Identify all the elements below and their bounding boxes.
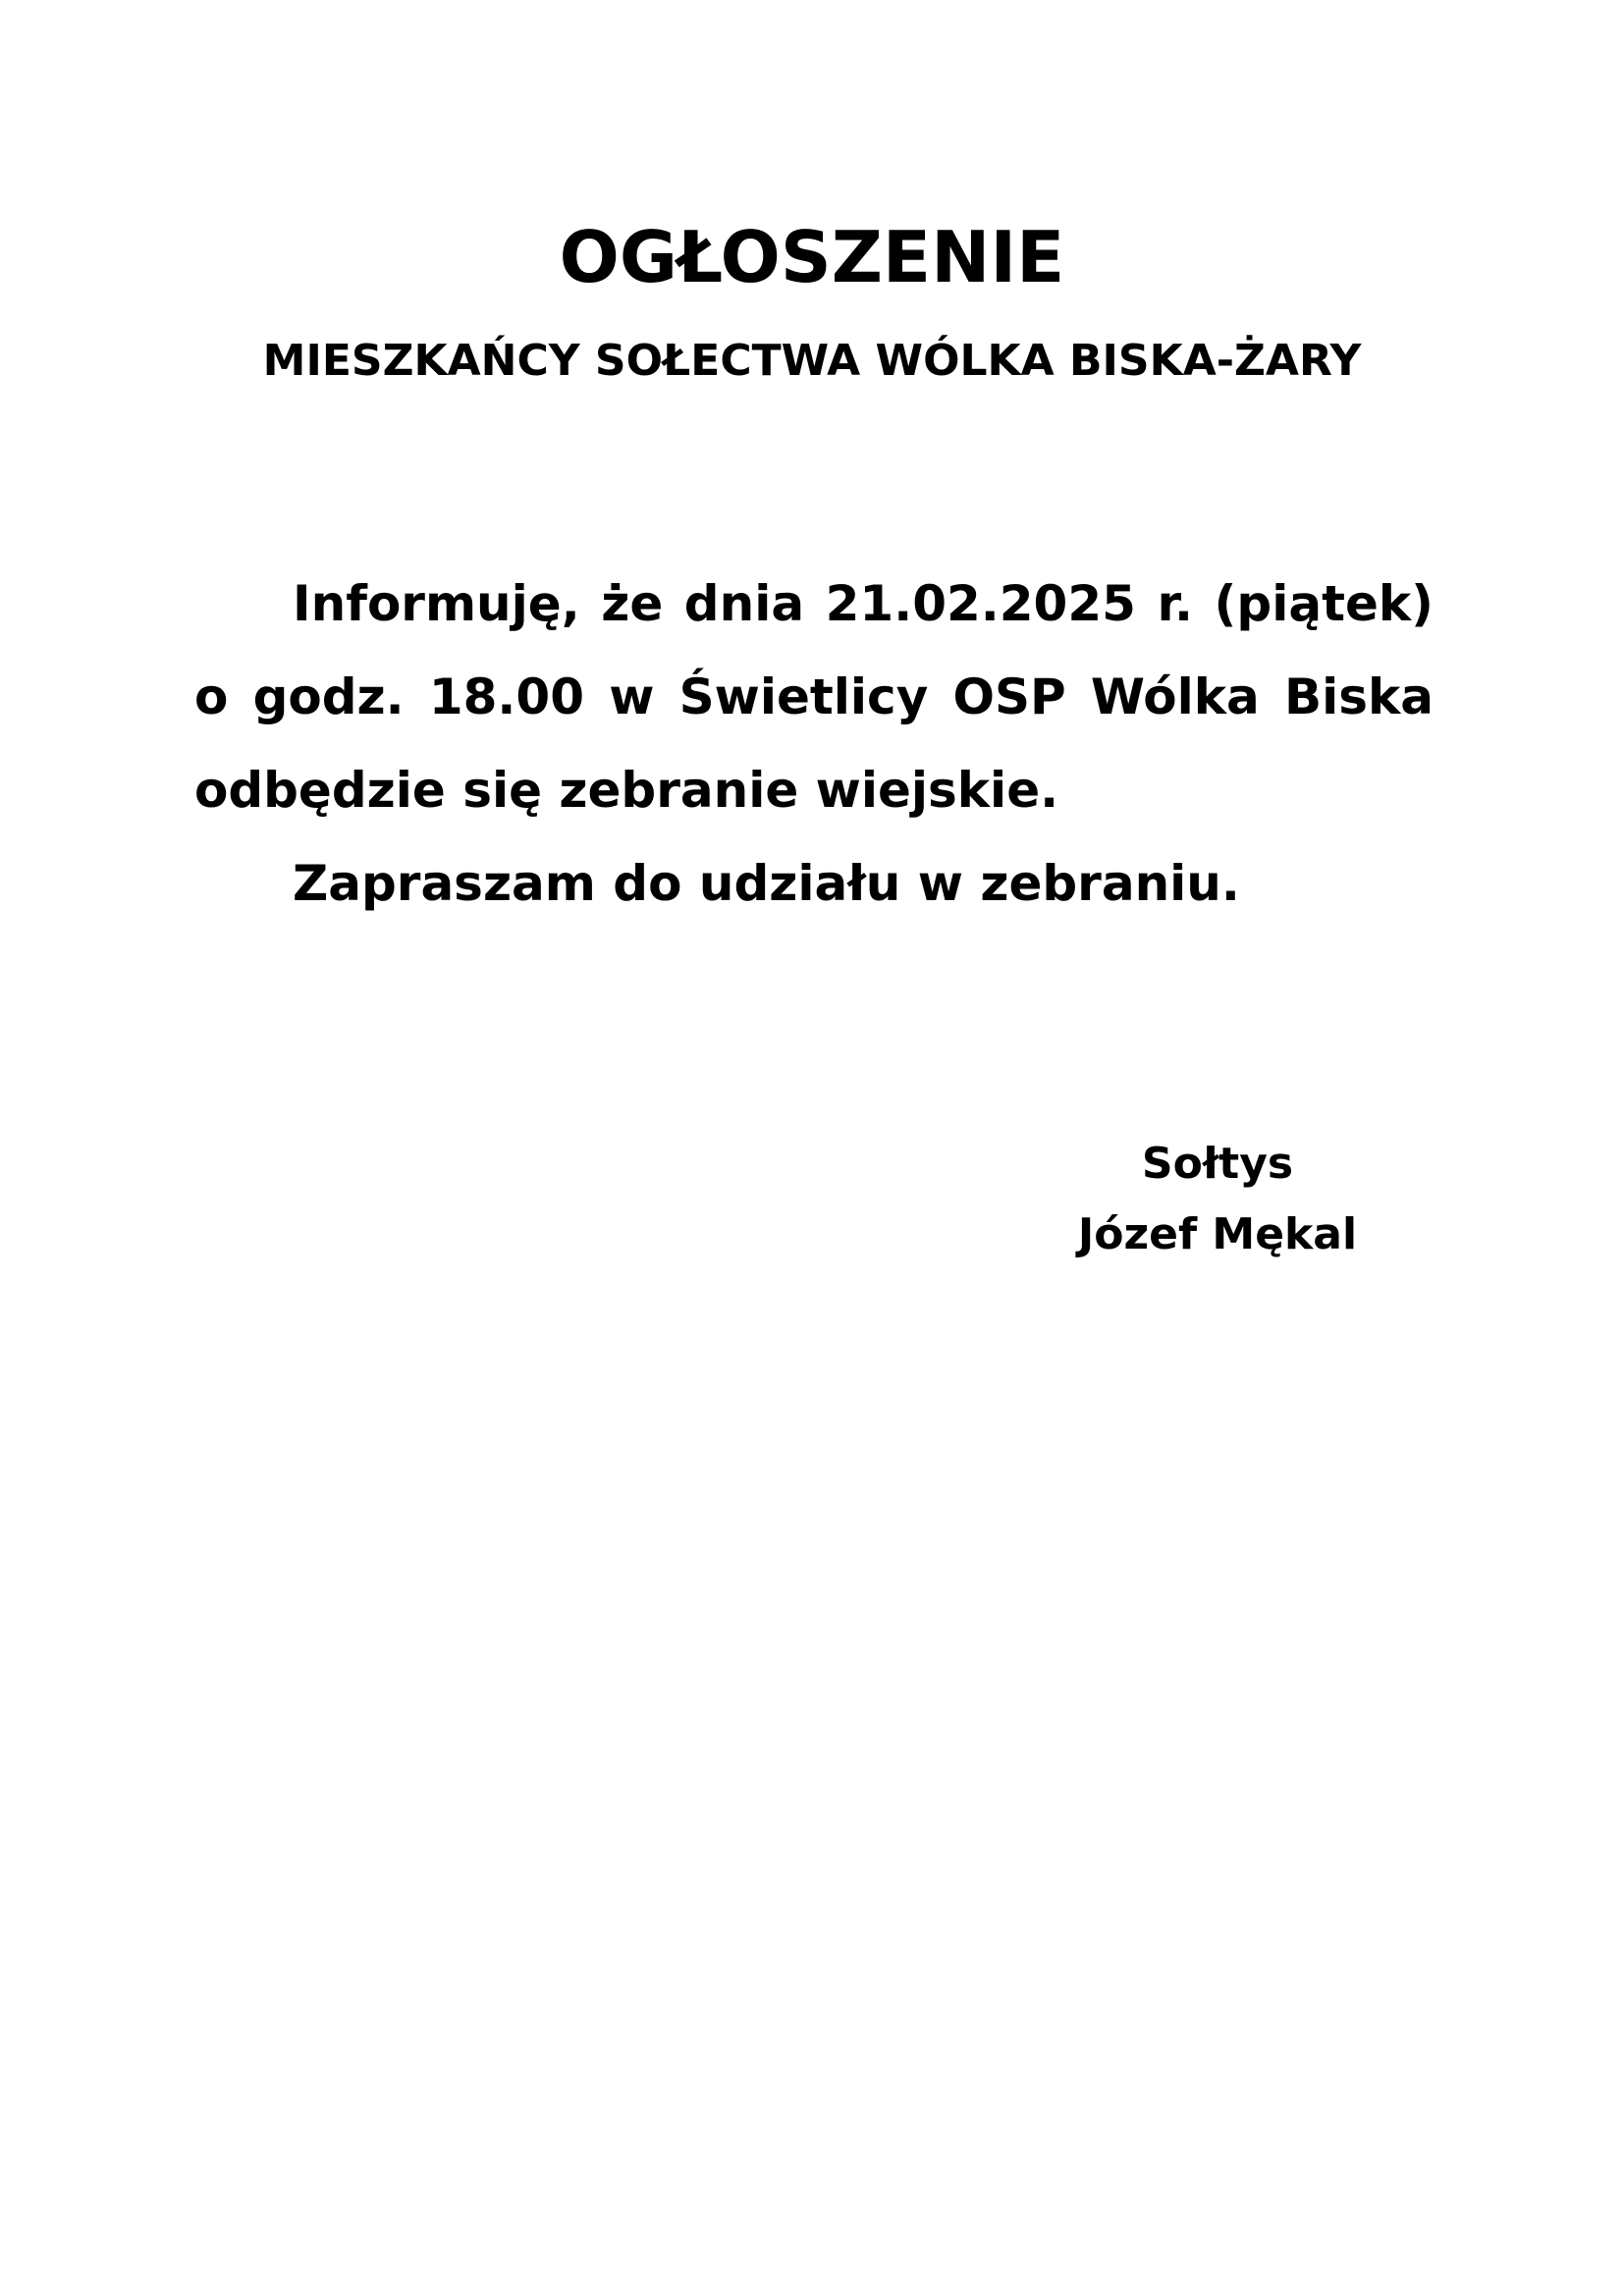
signature-block [1031,1129,1404,1270]
notice-body [194,558,1434,931]
notice-paragraph-1: Informuję, że dnia 21.02.2025 r. (piątek) o godz. 18.00 w Świetlicy OSP Wólka Biska odbędzie się zebranie wiejskie. [194,575,1434,819]
signature-role: Sołtys [1141,1139,1294,1189]
notice-title: OGŁOSZENIE [559,216,1065,298]
notice-paragraph-2: Zapraszam do udziału w zebraniu. [293,855,1240,912]
notice-subtitle: MIESZKAŃCY SOŁECTWA WÓLKA BISKA-ŻARY [262,336,1362,386]
signature-name: Józef Mękal [1077,1209,1358,1259]
